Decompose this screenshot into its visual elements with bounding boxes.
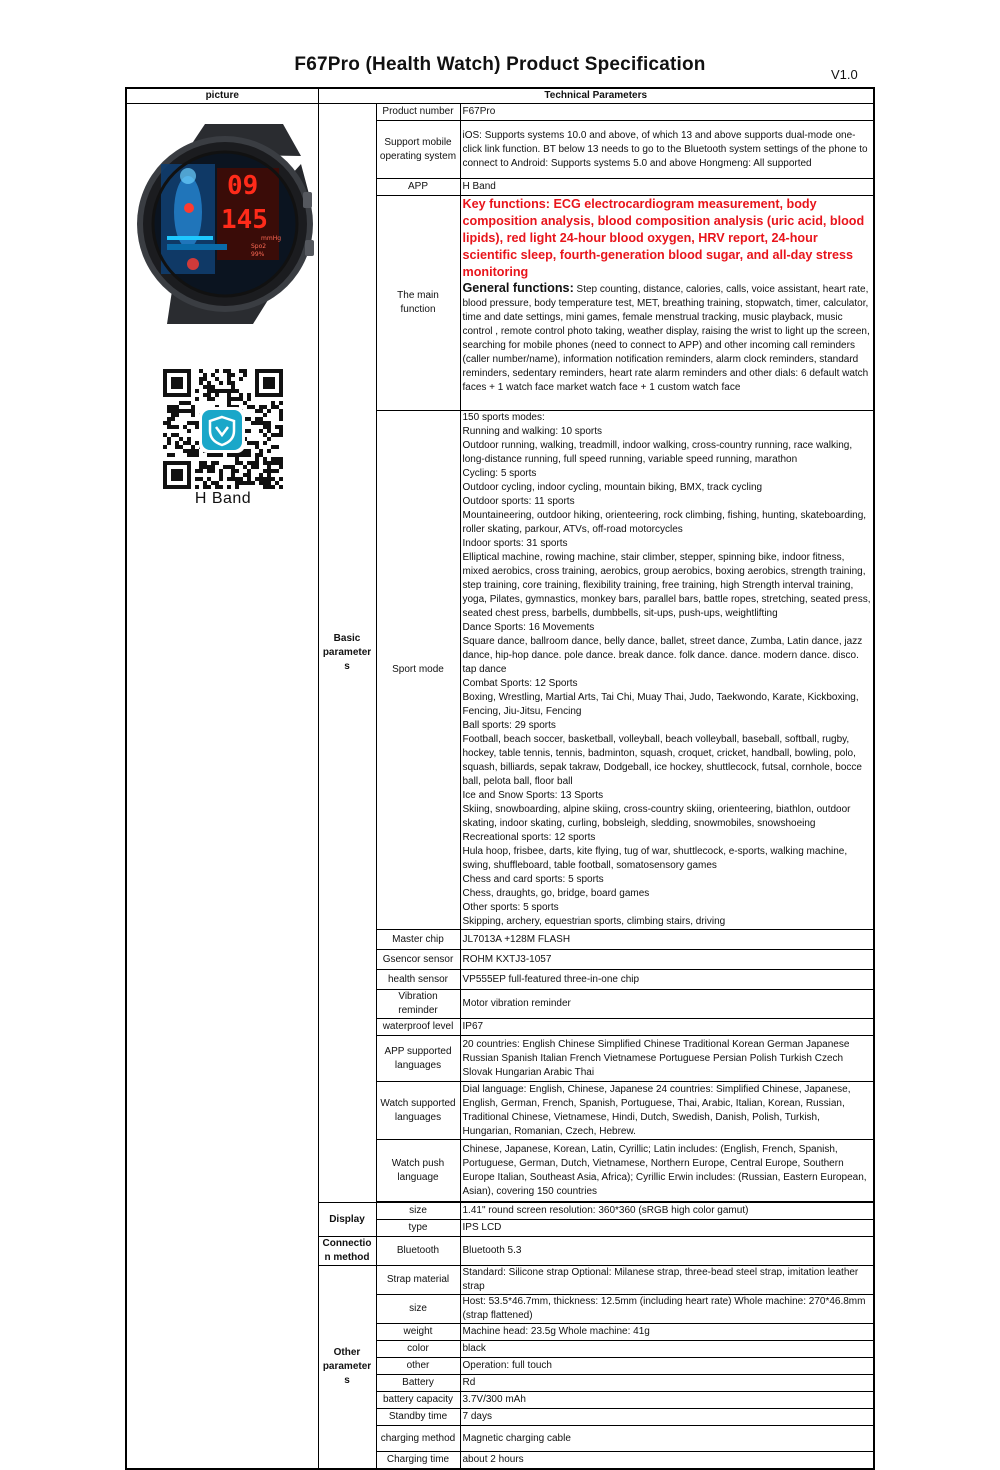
sport-mode-line: Outdoor sports: 11 sports: [462, 496, 575, 507]
sport-mode-line: Skiing, snowboarding, alpine skiing, cross-country skiing, orienteering, biathlon, outdoor skating, indoor skating, curling, bobsleigh, sledding, snowmobiles, snowshoeing: [462, 804, 851, 829]
watch-screen-spo2-value: 99%: [251, 251, 265, 258]
sport-mode-line: Combat Sports: 12 Sports: [462, 678, 578, 689]
value-sport-mode: [460, 411, 874, 930]
sport-mode-line: 150 sports modes:: [462, 412, 545, 423]
label-charging-method: charging method: [376, 1426, 460, 1452]
label-push-language: Watch push language: [376, 1140, 460, 1202]
sport-mode-line: Boxing, Wrestling, Martial Arts, Tai Chi, Muay Thai, Judo, Taekwondo, Karate, Kickboxing, Fencing, Jiu-Jitsu, Fencing: [462, 692, 859, 717]
document-title: F67Pro (Health Watch) Product Specification: [294, 54, 706, 75]
label-gsensor: Gsencor sensor: [376, 950, 460, 970]
sport-mode-line: Recreational sports: 12 sports: [462, 832, 596, 843]
label-sport-mode: Sport mode: [376, 411, 460, 930]
label-watch-languages: Watch supported languages: [376, 1082, 460, 1140]
value-charging-method: Magnetic charging cable: [460, 1426, 874, 1452]
sport-mode-line: Outdoor running, walking, treadmill, indoor walking, cross-country running, race walking, long-distance running, full speed running, variable speed running, marathon: [462, 440, 853, 465]
label-battery-capacity: battery capacity: [376, 1392, 460, 1409]
value-battery-capacity: 3.7V/300 mAh: [460, 1392, 874, 1409]
watch-screen-number-top: 09: [227, 171, 259, 201]
label-strap-material: Strap material: [376, 1266, 460, 1295]
general-functions-heading: General functions:: [462, 281, 574, 295]
sport-mode-line: Ball sports: 29 sports: [462, 720, 556, 731]
sport-mode-line: Mountaineering, outdoor hiking, orienteering, rock climbing, fishing, hunting, skateboarding, roller skating, parkour, ATVs, off-road motorcycles: [462, 510, 867, 535]
label-other: other: [376, 1358, 460, 1375]
key-functions-text: Key functions: ECG electrocardiogram measurement, body composition analysis, blood composition analysis (uric acid, blood lipids), red light 24-hour blood oxygen, HRV report, 24-hour scientific sleep, fourth-generation blood sugar, and all-day stress monitoring: [462, 197, 865, 279]
label-display-size: size: [376, 1203, 460, 1220]
label-standby-time: Standby time: [376, 1409, 460, 1426]
picture-cell: [126, 104, 318, 1469]
label-display-type: type: [376, 1220, 460, 1237]
version-label: V1.0: [831, 67, 858, 82]
value-color: black: [460, 1341, 874, 1358]
value-watch-languages: Dial language: English, Chinese, Japanese 24 countries: Simplified Chinese, Japanese, English, German, French, Spanish, Portuguese, Thai, Arabic, Italian, Korean, Russian, Traditional Chinese, Vietnamese, Hindi, Dutch, Swedish, Danish, Polish, Turkish, Hungarian, Romanian, Czech, Hebrew.: [460, 1082, 874, 1140]
value-standby-time: 7 days: [460, 1409, 874, 1426]
app-name-caption: H Band: [194, 490, 252, 507]
label-app: APP: [376, 179, 460, 196]
label-health-sensor: health sensor: [376, 970, 460, 990]
value-battery: Rd: [460, 1375, 874, 1392]
label-size: size: [376, 1295, 460, 1324]
value-master-chip: JL7013A +128M FLASH: [460, 930, 874, 950]
sport-mode-line: Football, beach soccer, basketball, volleyball, beach volleyball, baseball, softball, rugby, hockey, table tennis, tennis, badminton, squash, croquet, cricket, handball, bowling, polo, squash, billiards, sepak takraw, Dodgeball, ice hockey, shuttlecock, futsal, cornhole, bocce ball, pelota ball, floor ball: [462, 734, 862, 787]
value-gsensor: ROHM KXTJ3-1057: [460, 950, 874, 970]
value-support-system: iOS: Supports systems 10.0 and above, of which 13 and above supports dual-mode one-click link function. BT below 13 needs to go to the Bluetooth system settings of the phone to connect to Android: Supports systems 5.0 and above Hongmeng: All supported: [460, 121, 874, 179]
group-connection-method: Connectio n method: [318, 1237, 376, 1266]
header-technical-parameters: Technical Parameters: [318, 88, 874, 104]
value-push-language: Chinese, Japanese, Korean, Latin, Cyrillic; Latin includes: (English, French, Spanish, Portuguese, German, Dutch, Vietnamese, Northern Europe, Central Europe, Southern Europe Italian, Southeast Asia, Africa); Cyrillic Erwin includes: (Russian, Eastern European, Asian), covering 150 countries: [460, 1140, 874, 1202]
qr-code: [159, 369, 287, 489]
value-charging-time: about 2 hours: [460, 1452, 874, 1469]
value-other: Operation: full touch: [460, 1358, 874, 1375]
value-app: H Band: [460, 179, 874, 196]
sport-mode-line: Square dance, ballroom dance, belly dance, ballet, street dance, Zumba, Latin dance, jazz dance, hip-hop dance. pole dance. break dance. folk dance. dance. modern dance. disco. tap dance: [462, 636, 863, 675]
label-main-function: The main function: [376, 196, 460, 411]
label-charging-time: Charging time: [376, 1452, 460, 1469]
sport-mode-line: Elliptical machine, rowing machine, stair climber, stepper, spinning bike, indoor fitness, mixed aerobics, cross training, aerobics, group aerobics, boxing aerobics, strength training, step training, core training, flexibility training, free training, high Strength interval training, yoga, Pilates, gymnastics, monkey bars, parallel bars, battle ropes, stretching, seated press, seated chest press, barbells, dumbbells, sit-ups, push-ups, weightlifting: [462, 552, 871, 619]
header-picture: picture: [126, 88, 318, 104]
value-main-function: [460, 196, 874, 411]
sport-mode-line: Indoor sports: 31 sports: [462, 538, 568, 549]
watch-image: [133, 124, 317, 324]
watch-screen-unit: mmHg: [261, 235, 282, 242]
sport-mode-line: Outdoor cycling, indoor cycling, mountain biking, BMX, track cycling: [462, 482, 763, 493]
group-display: Display: [318, 1203, 376, 1237]
value-size: Host: 53.5*46.7mm, thickness: 12.5mm (including heart rate) Whole machine: 270*46.8mm (strap flattened): [460, 1295, 874, 1324]
value-strap-material: Standard: Silicone strap Optional: Milanese strap, three-bead steel strap, imitation leather strap: [460, 1266, 874, 1295]
label-product-number: Product number: [376, 104, 460, 121]
sport-mode-line: Running and walking: 10 sports: [462, 426, 603, 437]
sport-mode-line: Dance Sports: 16 Movements: [462, 622, 595, 633]
value-app-languages: 20 countries: English Chinese Simplified Chinese Traditional Korean German Japanese Russian Spanish Italian French Vietnamese Portuguese Persian Polish Turkish Czech Slovak Hungarian Arabic Thai: [460, 1036, 874, 1082]
sport-mode-line: Hula hoop, frisbee, darts, kite flying, tug of war, shuttlecock, e-sports, walking machine, swing, shuffleboard, table football, somatosensory games: [462, 846, 848, 871]
value-waterproof: IP67: [460, 1019, 874, 1036]
label-vibration: Vibration reminder: [376, 990, 460, 1019]
value-bluetooth: Bluetooth 5.3: [460, 1237, 874, 1266]
group-other-parameters: Other parameter s: [318, 1266, 376, 1469]
label-weight: weight: [376, 1324, 460, 1341]
group-basic-parameters: Basic parameter s: [318, 104, 376, 1203]
sport-mode-line: Chess and card sports: 5 sports: [462, 874, 604, 885]
sport-mode-line: Ice and Snow Sports: 13 Sports: [462, 790, 604, 801]
label-color: color: [376, 1341, 460, 1358]
label-support-system: Support mobile operating system: [376, 121, 460, 179]
spec-table: [125, 87, 875, 1470]
label-bluetooth: Bluetooth: [376, 1237, 460, 1266]
value-weight: Machine head: 23.5g Whole machine: 41g: [460, 1324, 874, 1341]
sport-mode-line: Cycling: 5 sports: [462, 468, 537, 479]
label-app-languages: APP supported languages: [376, 1036, 460, 1082]
sport-mode-line: Chess, draughts, go, bridge, board games: [462, 888, 650, 899]
watch-screen-number-mid: 145: [221, 205, 268, 235]
value-health-sensor: VP555EP full-featured three-in-one chip: [460, 970, 874, 990]
value-display-size: 1.41" round screen resolution: 360*360 (sRGB high color gamut): [460, 1203, 874, 1220]
value-display-type: IPS LCD: [460, 1220, 874, 1237]
sport-mode-line: Other sports: 5 sports: [462, 902, 559, 913]
sport-mode-line: Skipping, archery, equestrian sports, climbing stairs, driving: [462, 916, 726, 927]
value-product-number: F67Pro: [460, 104, 874, 121]
label-waterproof: waterproof level: [376, 1019, 460, 1036]
general-functions-text: Step counting, distance, calories, calls, voice assistant, heart rate, blood pressure, body temperature test, MET, breathing training, stopwatch, timer, calculator, time and date settings, mini games, female menstrual tracking, music playback, music control , remote control photo taking, weather display, raising the wrist to light up the screen, searching for mobile phones (need to connect to APP) and other incoming call reminders (caller number/name), information notification reminders, alarm clock reminders, standard reminders, sedentary reminders, heart rate alarm reminders and other dials: 6 default watch faces + 1 watch face market watch face + 1 custom watch face: [462, 284, 870, 393]
label-master-chip: Master chip: [376, 930, 460, 950]
value-vibration: Motor vibration reminder: [460, 990, 874, 1019]
label-battery: Battery: [376, 1375, 460, 1392]
watch-screen-spo2: Spo2: [251, 243, 267, 250]
